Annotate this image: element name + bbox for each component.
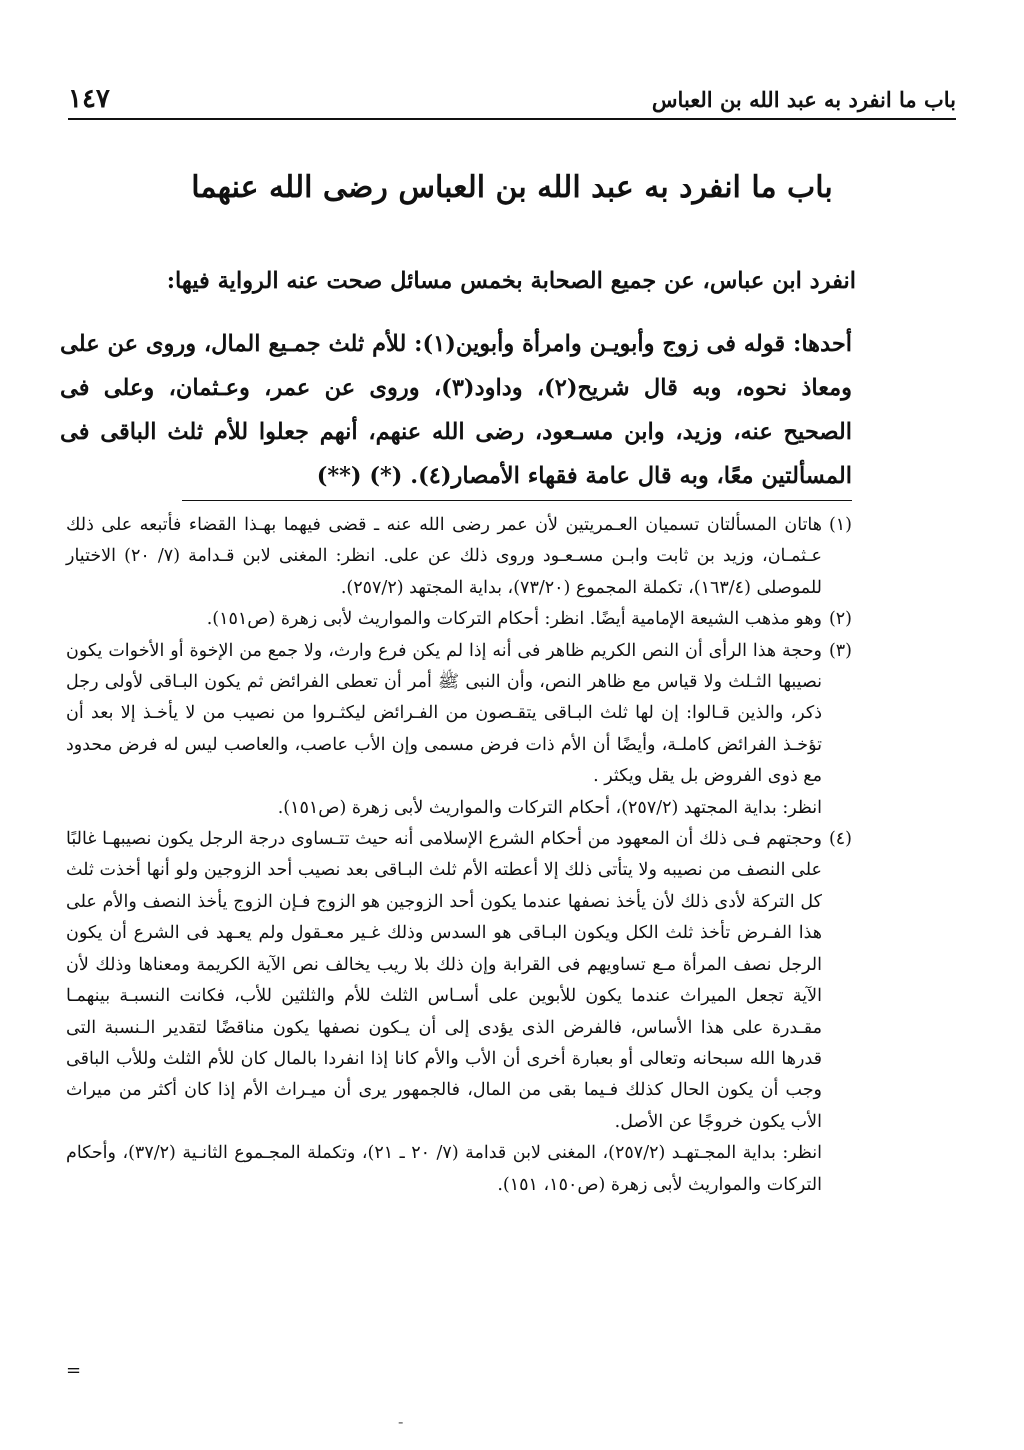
footnote-number: (١) [828,515,852,535]
chapter-title: باب ما انفرد به عبد الله بن العباس رضى الله عنهما [191,170,833,205]
footnote-number: (٣) [828,640,852,661]
footnote-4-reference: انظر: بداية المجـتهـد (٢٥٧/٢)، المغنى لابن قدامة (٧/ ٢٠ ـ ٢١)، وتكملة المجـموع الثانـية (٣٧/٢)، وأحكام التركات والمواريث لأبى زهرة (ص١٥٠، ١٥١). [66,1143,822,1195]
footnotes [66,510,852,1201]
page-dot: - [398,1412,404,1431]
footnote-4 [66,824,852,1138]
footnote-3 [66,636,852,824]
paragraph-lead: أحدها: [793,331,853,357]
footnote-text: هاتان المسألتان تسميان العـمريتين لأن عمر رضى الله عنه ـ قضى فيهما بهـذا القضاء فأتبعه على ذلك عـثمـان، وزيد بن ثابت وابـن مسـعـود وروى ذلك عن على. انظر: المغنى لابن قـدامة (٧/ ٢٠) الاختيار للموصلى (١٦٣/٤)، تكملة المجموع (٧٣/٢٠)، بداية المجتهد (٢٥٧/٢). [66,515,822,598]
footnote-text: وهو مذهب الشيعة الإمامية أيضًا. انظر: أحكام التركات والمواريث لأبى زهرة (ص١٥١). [206,609,822,630]
footnote-number: (٢) [828,609,852,630]
footnote-2 [66,604,852,635]
footnote-reference: انظر: بداية المجتهد (٢٥٧/٢)، أحكام التركات والمواريث لأبى زهرة (ص١٥١). [277,797,822,818]
paragraph-text: قوله فى زوج وأبويـن وامرأة وأبوين(١): للأم ثلث جمـيع المال، وروى عن على ومعاذ نحوه، وبه قال شريح(٢)، وداود(٣)، وروى عن عمر، وعـثمان، وعلى فى الصحيح عنه، وزيد، وابن مسـعود، رضى الله عنهم، أنهم جعلوا للأم ثلث الباقى فى المسألتين معًا، وبه قال عامة فقهاء الأمصار(٤). (*) (**) [60,331,852,489]
main-paragraph [60,322,852,498]
continuation-mark: = [66,1360,82,1381]
running-head-title: باب ما انفرد به عبد الله بن العباس [651,87,956,112]
intro-paragraph: انفرد ابن عباس، عن جميع الصحابة بخمس مسائل صحت عنه الرواية فيها: [166,268,856,294]
footnote-text: وحجة هذا الرأى أن النص الكريم ظاهر فى أنه إذا لم يكن فرع وارث، ولا جمع من الإخوة أو الأخوات يكون نصيبها الثـلث ولا قياس مع ظاهر النص، وأن النبى ﷺ أمر أن تعطى الفرائض ثم يكون البـاقى لأولى رجل ذكر، والذين قـالوا: إن لها ثلث البـاقى يتقـصون من الفـرائض ليكثـروا من نصيب من لا يأخـذ إلا بعد أن تؤخـذ الفرائض كاملـة، وأيضًا أن الأم ذات فرض مسمى وإن الأب عاصب، والعاصب ليس له فرض محدود مع ذوى الفروض بل يقل ويكثر . [66,640,822,787]
footnote-separator [182,500,852,501]
footnote-text: وحجتهم فـى ذلك أن المعهود من أحكام الشرع الإسلامى أنه حيث تتـساوى درجة الرجل يكون نصيبهـا غالبًا على النصف من نصيبه ولا يتأتى ذلك إلا أعطته الأم ثلث البـاقى بعد نصيب أحد الزوجين ولو أنها أخذت ثلث كل التركة لأدى ذلك لأن يأخذ نصفها عندما يكون أحد الزوجين هو الزوج فـإن الزوج يأخذ النصف والأم على هذا الفـرض تأخذ ثلث الكل ويكون البـاقى هو السدس وذلك غـير معـقول ولم يعـهد فى الشرع أن يكون الرجل نصف المرأة مـع تساويهم فى القرابة وإن ذلك بلا ريب يخالف نص الآية الكريمة ومعناها وذلك لأن الآية تجعل الميراث عندما يكون للأبوين على أسـاس الثلث للأم والثلثين للأب، فكانت النسبـة بينهمـا مقـدرة على هذا الأساس، فالفرض الذى يؤدى إلى أن يـكون نصفها يكون مناقضًا لتقدير الـنسبة التى قدرها الله سبحانه وتعالى أو بعبارة أخرى أن الأب والأم كانا إذا انفردا بالمال كان للأم الثلث وللأب الباقى وجب أن يكون الحال كذلك فـيما بقى من المال، فالجمهور يرى أن ميـراث الأم إذا كان أكثر من ميراث الأب يكون خروجًا عن الأصل. [66,829,822,1132]
page-number: ١٤٧ [68,84,110,114]
footnote-number: (٤) [828,829,852,850]
running-head [68,72,956,120]
footnote-1 [66,510,852,604]
